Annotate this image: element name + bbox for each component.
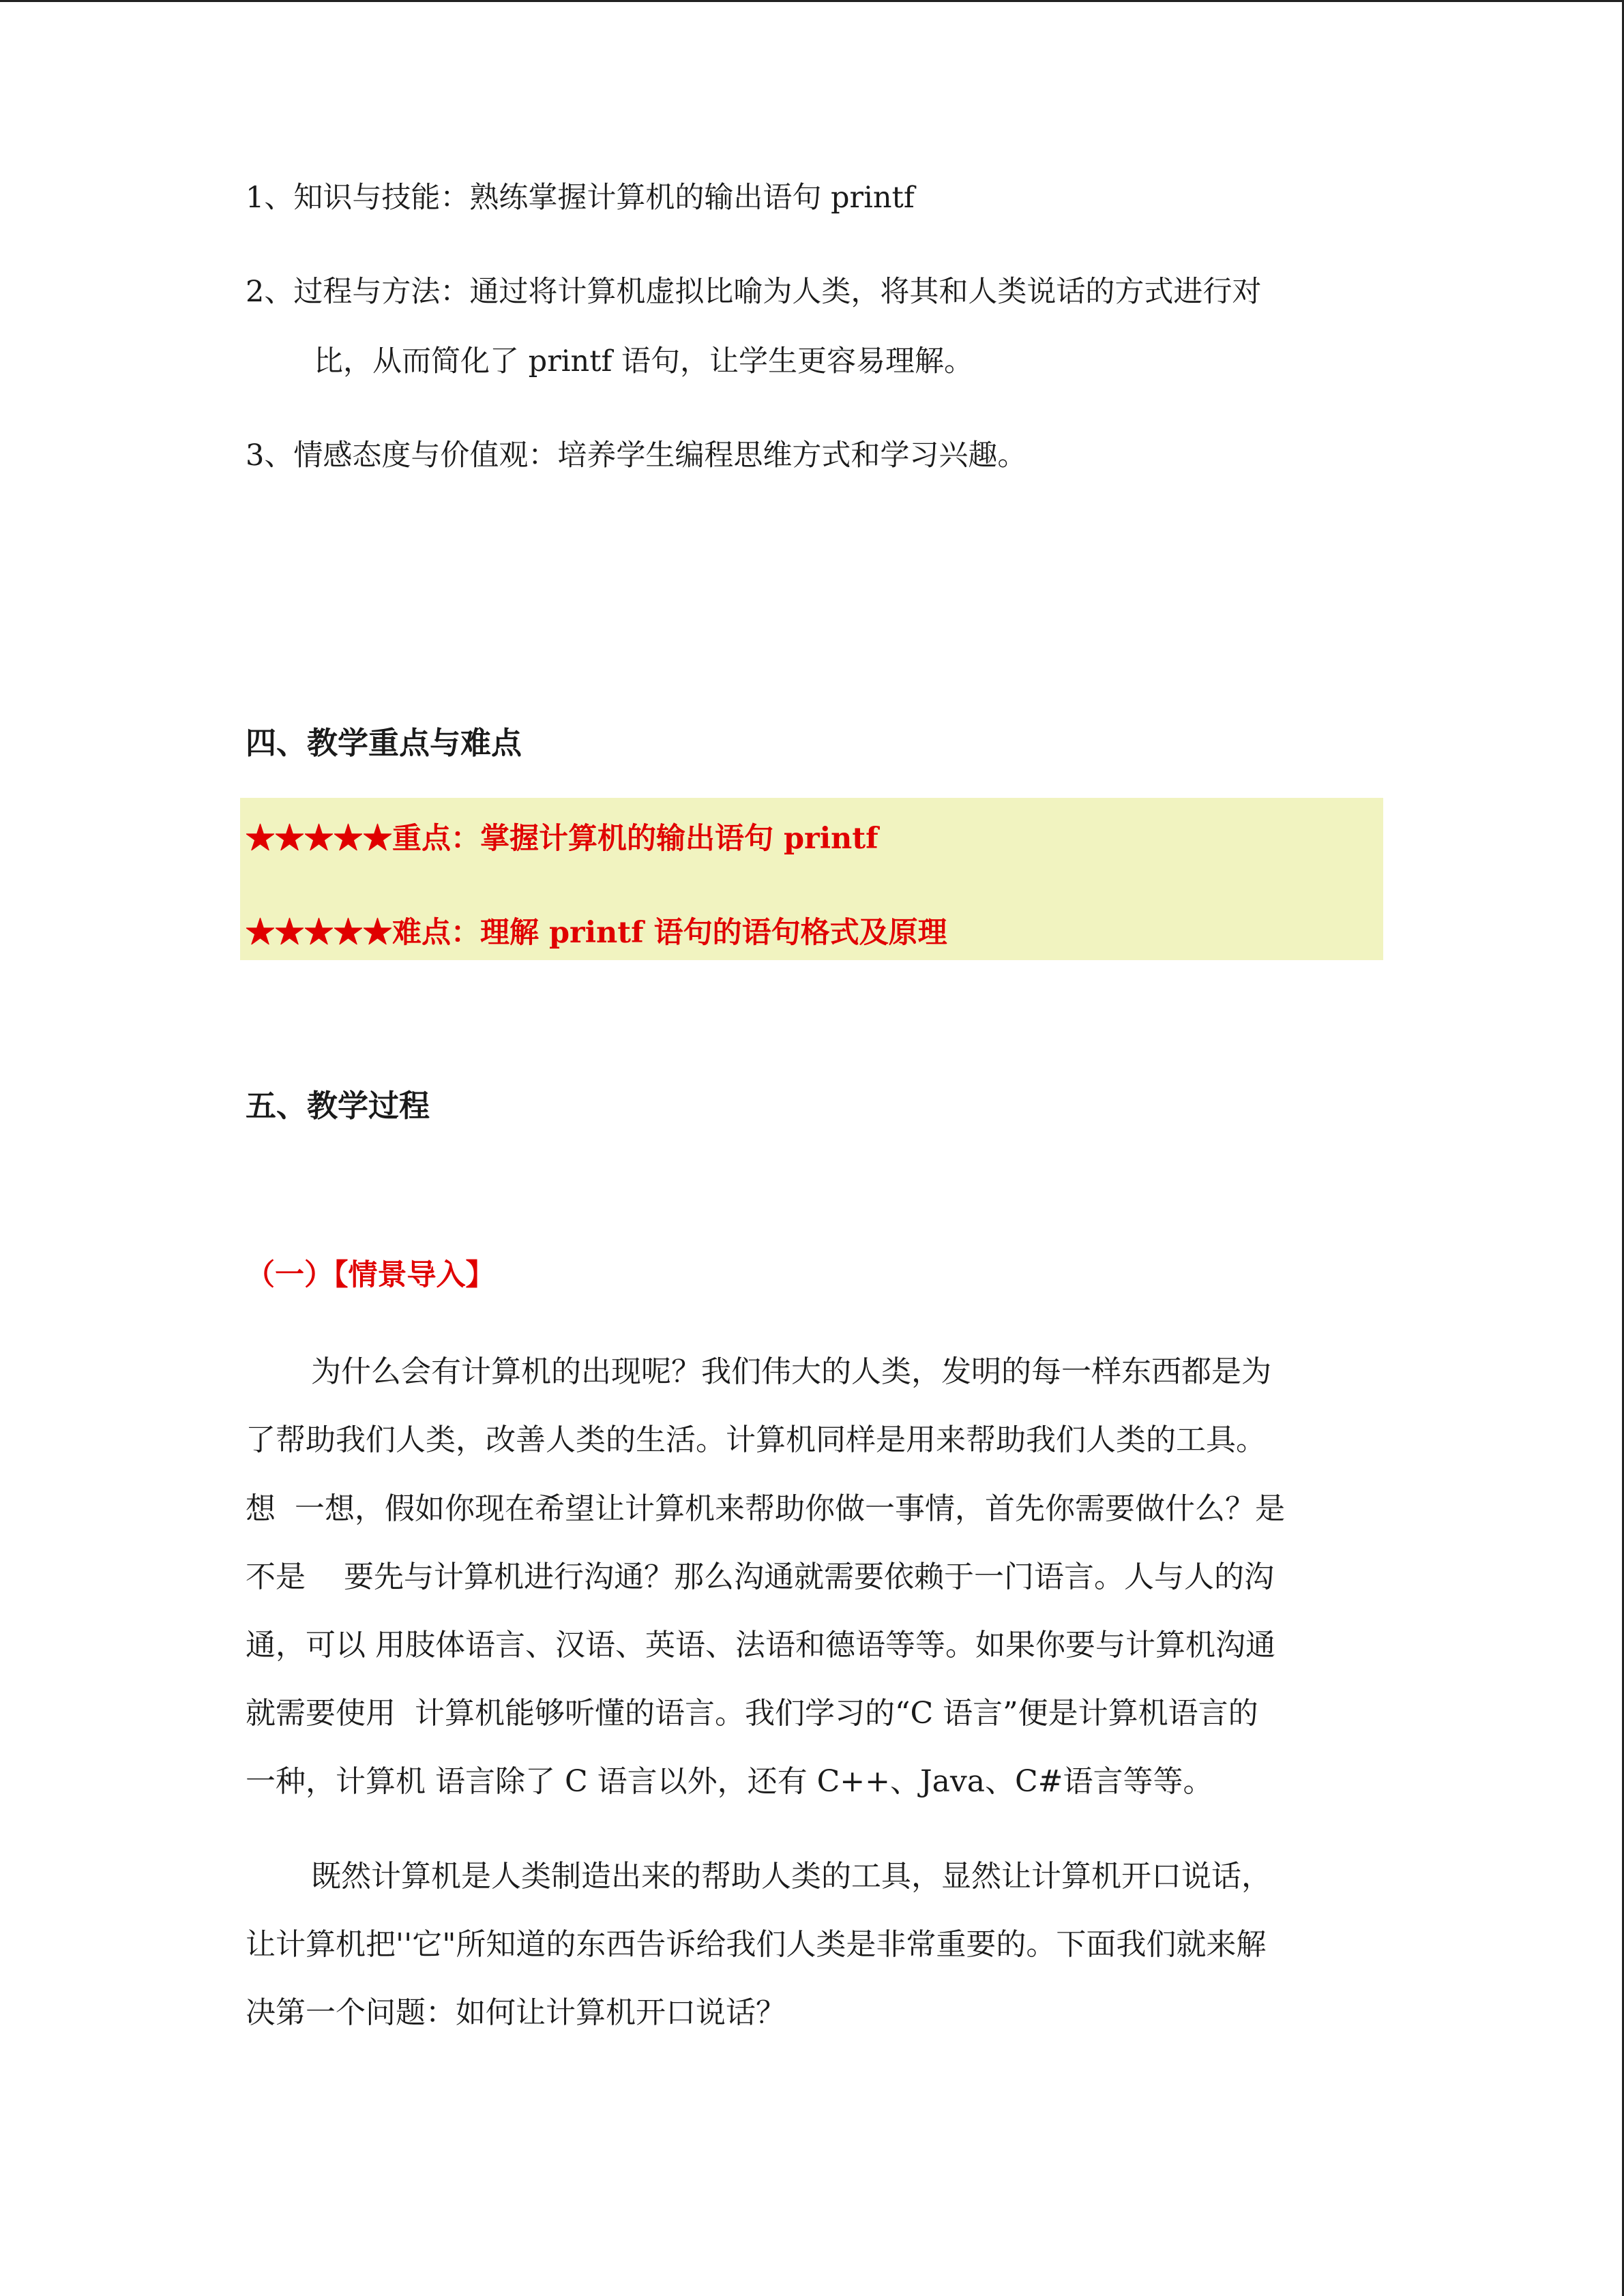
page-top-border [0, 0, 1624, 2]
subsection-scenario-introduction: （一）【情景导入】 [246, 1258, 495, 1292]
paragraph-line: 为什么会有计算机的出现呢？我们伟大的人类，发明的每一样东西都是为 [311, 1354, 1271, 1389]
objective-process-method: 2、过程与方法：通过将计算机虚拟比喻为人类，将其和人类说话的方式进行对 [246, 275, 1262, 309]
objective-process-method-continued: 比，从而简化了 printf 语句，让学生更容易理解。 [314, 344, 974, 378]
paragraph-line: 既然计算机是人类制造出来的帮助人类的工具，显然让计算机开口说话， [311, 1859, 1271, 1894]
paragraph-line: 想 一想，假如你现在希望让计算机来帮助你做一事情，首先你需要做什么？是 [246, 1491, 1285, 1526]
paragraph-line: 让计算机把''它"所知道的东西告诉给我们人类是非常重要的。下面我们就来解 [246, 1927, 1267, 1962]
paragraph-line: 决第一个问题：如何让计算机开口说话？ [246, 1995, 786, 2030]
objective-knowledge-skills: 1、知识与技能：熟练掌握计算机的输出语句 printf [246, 181, 915, 215]
paragraph-line: 一种，计算机 语言除了 C 语言以外，还有 C++、Java、C#语言等等。 [246, 1764, 1213, 1799]
paragraph-line: 通，可以 用肢体语言、汉语、英语、法语和德语等等。如果你要与计算机沟通 [246, 1628, 1275, 1663]
objective-attitude-values: 3、情感态度与价值观：培养学生编程思维方式和学习兴趣。 [246, 438, 1027, 473]
paragraph-line: 不是 要先与计算机进行沟通？那么沟通就需要依赖于一门语言。人与人的沟 [246, 1560, 1274, 1594]
paragraph-line: 就需要使用 计算机能够听懂的语言。我们学习的“C 语言”便是计算机语言的 [246, 1696, 1258, 1731]
section-heading-key-difficult-points: 四、教学重点与难点 [246, 725, 522, 761]
section-heading-teaching-process: 五、教学过程 [246, 1088, 430, 1124]
difficult-point-line: ★★★★★难点：理解 printf 语句的语句格式及原理 [246, 916, 947, 950]
paragraph-line: 了帮助我们人类，改善人类的生活。计算机同样是用来帮助我们人类的工具。 [246, 1422, 1266, 1457]
key-point-line: ★★★★★重点：掌握计算机的输出语句 printf [246, 822, 879, 856]
